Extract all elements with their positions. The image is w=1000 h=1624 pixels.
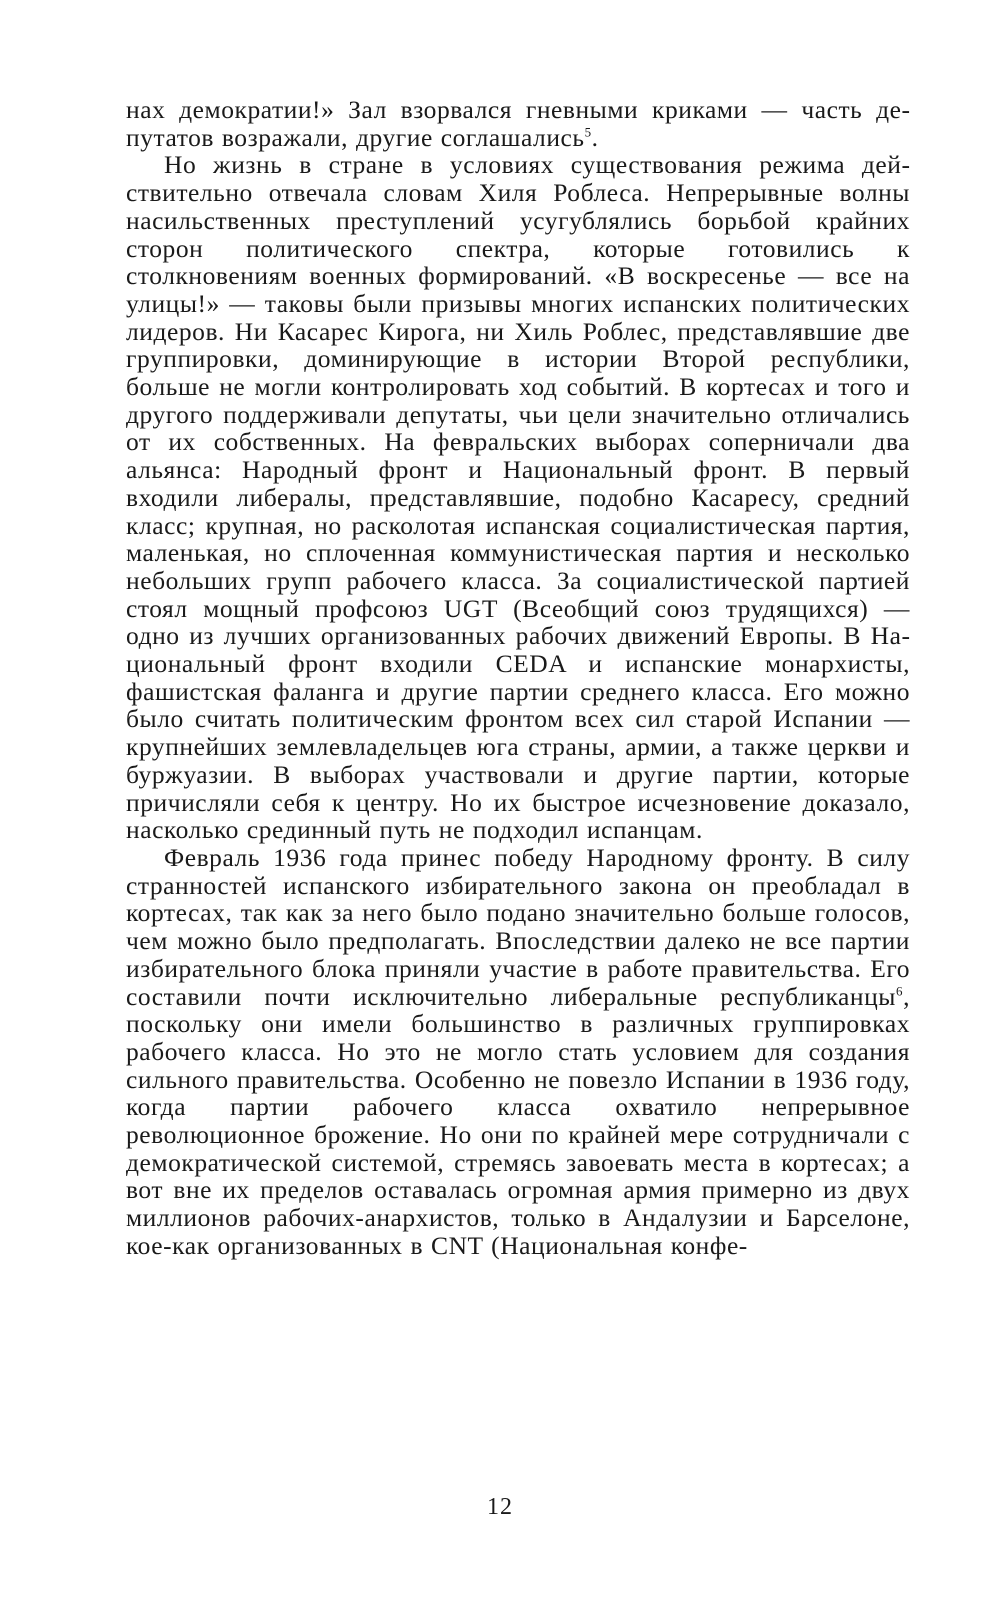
footnote-ref-6: 6 — [896, 983, 904, 998]
paragraph-3 — [126, 844, 910, 1260]
paragraph-1-text: нах демократии!» Зал взорвался гневными криками — часть депутатов возражали, другие соглашались — [126, 95, 910, 152]
paragraph-1-tail: . — [591, 122, 599, 152]
paragraph-1 — [126, 96, 910, 151]
paragraph-3-text: Февраль 1936 года принес победу Народному фронту. В силу странностей испанского избирательного закона он преобладал в кортесах, так как за него было подано значительно больше голосов, чем можно было предполагать. Впоследствии далеко не все партии избирательного блока приняли участие в работе правительства. Его составили почти исключительно либеральные республиканцы — [126, 842, 910, 1011]
paragraph-2-text: Но жизнь в стране в условиях существования режима действительно отвечала словам Хиля Роблеса. Непрерывные волны насильственных преступлений усугублялись борьбой крайних сторон политического спектра, которые готовились к столкновениям военных формирований. «В воскресенье — все на улицы!» — таковы были призывы многих испанских политических лидеров. Ни Касарес Кирога, ни Хиль Роблес, представлявшие две группировки, доминирующие в истории Второй республики, больше не могли контролировать ход событий. В кортесах и того и другого поддерживали депутаты, чьи цели значительно отличались от их собственных. На февральских выборах соперничали два альянса: Народный фронт и Национальный фронт. В первый входили либералы, представлявшие, подобно Касаресу, средний класс; крупная, но расколотая испанская социалистическая партия, маленькая, но сплоченная коммунистическая партия и несколько небольших групп рабочего класса. За социалистической партией стоял мощный профсоюз UGT (Всеобщий союз трудящихся) — одно из лучших организованных рабочих движений Европы. В Национальный фронт входили CEDA и испанские монархисты, фашистская фаланга и другие партии среднего класса. Его можно было считать политическим фронтом всех сил старой Испании — крупнейших землевладельцев юга страны, армии, а также церкви и буржуазии. В выборах участвовали и другие партии, которые причисляли себя к центру. Но их быстрое исчезновение доказало, насколько срединный путь не подходил испанцам. — [126, 150, 910, 845]
book-page — [126, 96, 910, 1260]
paragraph-3-tail: , поскольку они имели большинство в различных группировках рабочего класса. Но это не могло стать условием для создания сильного правительства. Особенно не повезло Испании в 1936 году, когда партии рабочего класса охватило непрерывное революционное брожение. Но они по крайней мере сотрудничали с демократической системой, стремясь завоевать места в кортесах; а вот вне их пределов оставалась огромная армия примерно из двух миллионов рабочих-анархистов, только в Андалузии и Барселоне, кое-как организованных в CNT (Национальная конфе- — [126, 981, 910, 1260]
footnote-ref-5: 5 — [584, 124, 592, 140]
paragraph-2 — [126, 151, 910, 844]
page-number: 12 — [487, 1494, 513, 1520]
